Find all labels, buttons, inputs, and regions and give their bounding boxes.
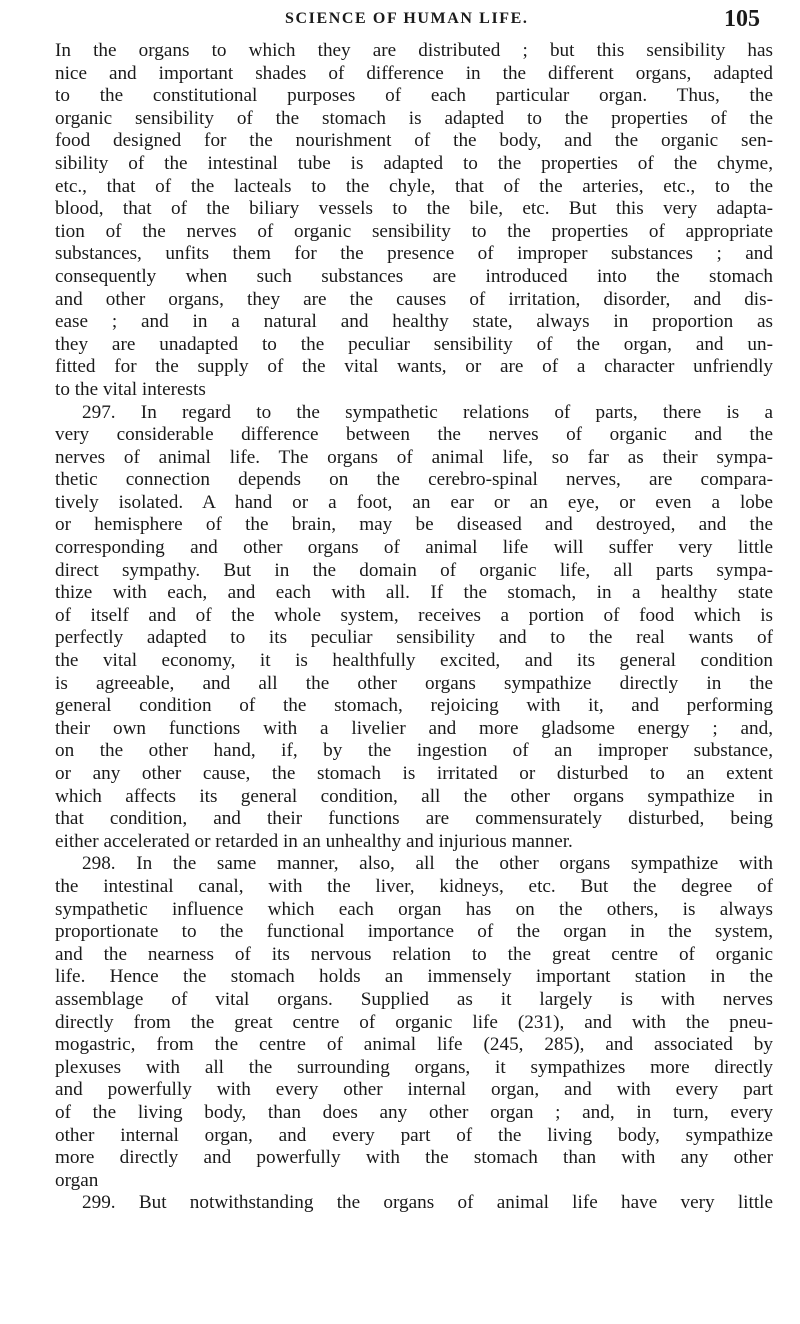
text-line: to the vital interests	[55, 378, 206, 400]
text-line: and the nearness of its nervous relation to the great centre of organic	[55, 943, 773, 965]
text-line: etc., that of the lacteals to the chyle, that of the arteries, etc., to the	[55, 175, 773, 197]
text-line: of the living body, than does any other organ ; and, in turn, every	[55, 1101, 773, 1123]
text-line: tion of the nerves of organic sensibility to the properties of appropriate	[55, 220, 773, 242]
paragraph-first-line: 297. In regard to the sympathetic relations of parts, there is a	[82, 401, 773, 423]
text-line: the intestinal canal, with the liver, kidneys, etc. But the degree of	[55, 875, 773, 897]
running-title: SCIENCE OF HUMAN LIFE.	[285, 10, 529, 27]
text-line: more directly and powerfully with the stomach than with any other	[55, 1147, 773, 1169]
text-line: to the constitutional purposes of each particular organ. Thus, the	[55, 85, 773, 107]
paragraph-first-line: 299. But notwithstanding the organs of animal life have very little	[82, 1192, 773, 1214]
text-line: the vital economy, it is healthfully excited, and its general condition	[55, 650, 773, 672]
text-line: corresponding and other organs of animal life will suffer very little	[55, 537, 773, 559]
text-line: sympathetic influence which each organ has on the others, is always	[55, 898, 773, 920]
text-line: sibility of the intestinal tube is adapted to the properties of the chyme,	[55, 152, 773, 174]
text-line: organ	[55, 1169, 99, 1191]
text-line: which affects its general condition, all the other organs sympathize in	[55, 785, 773, 807]
text-line: on the other hand, if, by the ingestion of an improper substance,	[55, 740, 773, 762]
text-line: life. Hence the stomach holds an immensely important station in the	[55, 966, 773, 988]
text-line: general condition of the stomach, rejoicing with it, and performing	[55, 695, 773, 717]
text-line: their own functions with a livelier and more gladsome energy ; and,	[55, 717, 773, 739]
text-line: substances, unfits them for the presence of improper substances ; and	[55, 243, 773, 265]
text-line: proportionate to the functional importance of the organ in the system,	[55, 921, 773, 943]
text-line: is agreeable, and all the other organs sympathize directly in the	[55, 672, 773, 694]
text-line: other internal organ, and every part of the living body, sympathize	[55, 1124, 773, 1146]
text-line: thetic connection depends on the cerebro-spinal nerves, are compara-	[55, 469, 773, 491]
text-line: ease ; and in a natural and healthy state, always in proportion as	[55, 311, 773, 333]
text-line: fitted for the supply of the vital wants, or are of a character unfriendly	[55, 356, 773, 378]
text-line: and other organs, they are the causes of irritation, disorder, and dis-	[55, 288, 773, 310]
text-line: they are unadapted to the peculiar sensibility of the organ, and un-	[55, 333, 773, 355]
text-line: plexuses with all the surrounding organs, it sympathizes more directly	[55, 1056, 773, 1078]
paragraph-first-line: 298. In the same manner, also, all the other organs sympathize with	[82, 853, 773, 875]
text-line: and powerfully with every other internal organ, and with every part	[55, 1079, 773, 1101]
text-line: mogastric, from the centre of animal life (245, 285), and associated by	[55, 1034, 773, 1056]
text-line: nerves of animal life. The organs of animal life, so far as their sympa-	[55, 446, 773, 468]
text-line: assemblage of vital organs. Supplied as it largely is with nerves	[55, 988, 773, 1010]
body-text	[55, 40, 773, 1215]
page-number: 105	[724, 6, 760, 32]
text-line: direct sympathy. But in the domain of organic life, all parts sympa-	[55, 559, 773, 581]
text-line: blood, that of the biliary vessels to the bile, etc. But this very adapta-	[55, 198, 773, 220]
text-line: directly from the great centre of organic life (231), and with the pneu-	[55, 1011, 773, 1033]
text-line: consequently when such substances are introduced into the stomach	[55, 265, 773, 287]
text-line: either accelerated or retarded in an unhealthy and injurious manner.	[55, 830, 573, 852]
text-line: of itself and of the whole system, receives a portion of food which is	[55, 604, 773, 626]
text-line: food designed for the nourishment of the body, and the organic sen-	[55, 130, 773, 152]
running-head	[0, 6, 800, 38]
text-line: thize with each, and each with all. If the stomach, in a healthy state	[55, 582, 773, 604]
text-line: or any other cause, the stomach is irritated or disturbed to an extent	[55, 763, 773, 784]
text-line: or hemisphere of the brain, may be diseased and destroyed, and the	[55, 514, 773, 536]
text-line: nice and important shades of difference in the different organs, adapted	[55, 62, 773, 84]
text-line: In the organs to which they are distributed ; but this sensibility has	[55, 40, 773, 61]
text-line: very considerable difference between the nerves of organic and the	[55, 424, 773, 446]
text-line: tively isolated. A hand or a foot, an ear or an eye, or even a lobe	[55, 491, 773, 513]
text-line: organic sensibility of the stomach is adapted to the properties of the	[55, 107, 773, 129]
text-line: that condition, and their functions are commensurately disturbed, being	[55, 808, 773, 830]
text-line: perfectly adapted to its peculiar sensibility and to the real wants of	[55, 627, 773, 649]
